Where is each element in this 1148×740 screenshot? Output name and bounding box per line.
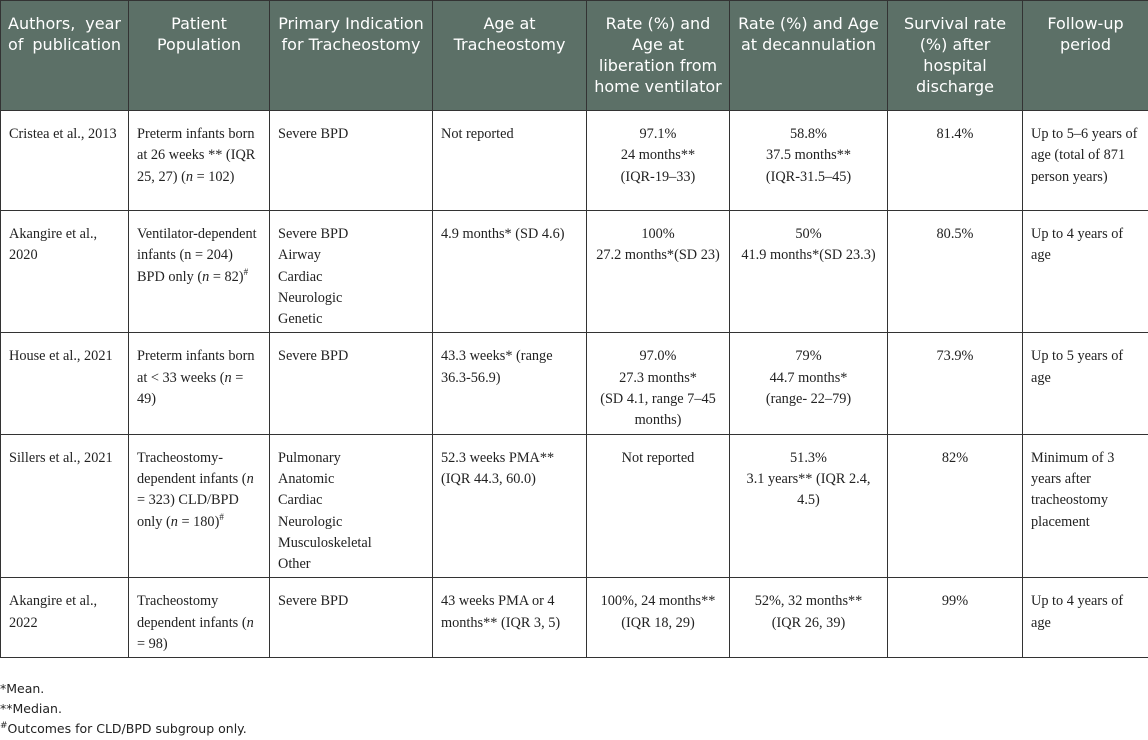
cell-liberation: 100%, 24 months** (IQR 18, 29) <box>587 578 730 658</box>
footnote-median: **Median. <box>0 701 62 716</box>
cell-survival: 82% <box>888 434 1023 578</box>
cell-population: Preterm infants born at 26 weeks ** (IQR 25, 27) (n = 102) <box>129 111 270 211</box>
header-row <box>1 1 1148 111</box>
table-row <box>1 333 1148 434</box>
cell-indication: Severe BPD <box>270 578 433 658</box>
table-row <box>1 578 1148 658</box>
header-population: Patient Population <box>129 1 270 111</box>
header-authors: Authors, year of publication <box>1 1 129 111</box>
header-indication: Primary Indication for Tracheostomy <box>270 1 433 111</box>
cell-population: Tracheostomy dependent infants (n = 98) <box>129 578 270 658</box>
header-followup: Follow-up period <box>1023 1 1148 111</box>
cell-decannulation: 58.8% 37.5 months** (IQR-31.5–45) <box>730 111 888 211</box>
cell-population: Ventilator-dependent infants (n = 204) BPD only (n = 82)# <box>129 211 270 333</box>
cell-author: Akangire et al., 2022 <box>1 578 129 658</box>
cell-liberation: 97.1% 24 months** (IQR-19–33) <box>587 111 730 211</box>
cell-followup: Minimum of 3 years after tracheostomy placement <box>1023 434 1148 578</box>
table-row <box>1 211 1148 333</box>
cell-liberation: Not reported <box>587 434 730 578</box>
cell-survival: 73.9% <box>888 333 1023 434</box>
cell-author: House et al., 2021 <box>1 333 129 434</box>
cell-age-tracheostomy: Not reported <box>433 111 587 211</box>
cell-survival: 99% <box>888 578 1023 658</box>
cell-population: Preterm infants born at < 33 weeks (n = 49) <box>129 333 270 434</box>
cell-author: Akangire et al., 2020 <box>1 211 129 333</box>
cell-author: Sillers et al., 2021 <box>1 434 129 578</box>
cell-age-tracheostomy: 4.9 months* (SD 4.6) <box>433 211 587 333</box>
cell-liberation: 100% 27.2 months*(SD 23) <box>587 211 730 333</box>
footnote-mean: *Mean. <box>0 681 45 696</box>
cell-survival: 80.5% <box>888 211 1023 333</box>
cell-survival: 81.4% <box>888 111 1023 211</box>
cell-age-tracheostomy: 43.3 weeks* (range 36.3-56.9) <box>433 333 587 434</box>
cell-followup: Up to 4 years of age <box>1023 211 1148 333</box>
cell-indication: Severe BPD Airway Cardiac Neurologic Genetic <box>270 211 433 333</box>
cell-followup: Up to 5–6 years of age (total of 871 person years) <box>1023 111 1148 211</box>
cell-indication: Severe BPD <box>270 111 433 211</box>
footnotes <box>0 679 247 739</box>
cell-age-tracheostomy: 52.3 weeks PMA** (IQR 44.3, 60.0) <box>433 434 587 578</box>
cell-decannulation: 79% 44.7 months* (range- 22–79) <box>730 333 888 434</box>
table-row <box>1 434 1148 578</box>
cell-followup: Up to 4 years of age <box>1023 578 1148 658</box>
footnote-subgroup: #Outcomes for CLD/BPD subgroup only. <box>0 720 247 736</box>
cell-liberation: 97.0% 27.3 months* (SD 4.1, range 7–45 months) <box>587 333 730 434</box>
cell-population: Tracheostomy-dependent infants (n = 323) CLD/BPD only (n = 180)# <box>129 434 270 578</box>
cell-author: Cristea et al., 2013 <box>1 111 129 211</box>
cell-indication: Severe BPD <box>270 333 433 434</box>
header-age-tracheostomy: Age at Tracheostomy <box>433 1 587 111</box>
header-survival: Survival rate (%) after hospital discharge <box>888 1 1023 111</box>
cell-age-tracheostomy: 43 weeks PMA or 4 months** (IQR 3, 5) <box>433 578 587 658</box>
cell-decannulation: 52%, 32 months** (IQR 26, 39) <box>730 578 888 658</box>
cell-decannulation: 50% 41.9 months*(SD 23.3) <box>730 211 888 333</box>
header-decannulation: Rate (%) and Age at decannulation <box>730 1 888 111</box>
cell-indication: Pulmonary Anatomic Cardiac Neurologic Musculoskeletal Other <box>270 434 433 578</box>
cell-followup: Up to 5 years of age <box>1023 333 1148 434</box>
header-liberation: Rate (%) and Age at liberation from home ventilator <box>587 1 730 111</box>
table-row <box>1 111 1148 211</box>
cell-decannulation: 51.3% 3.1 years** (IQR 2.4, 4.5) <box>730 434 888 578</box>
